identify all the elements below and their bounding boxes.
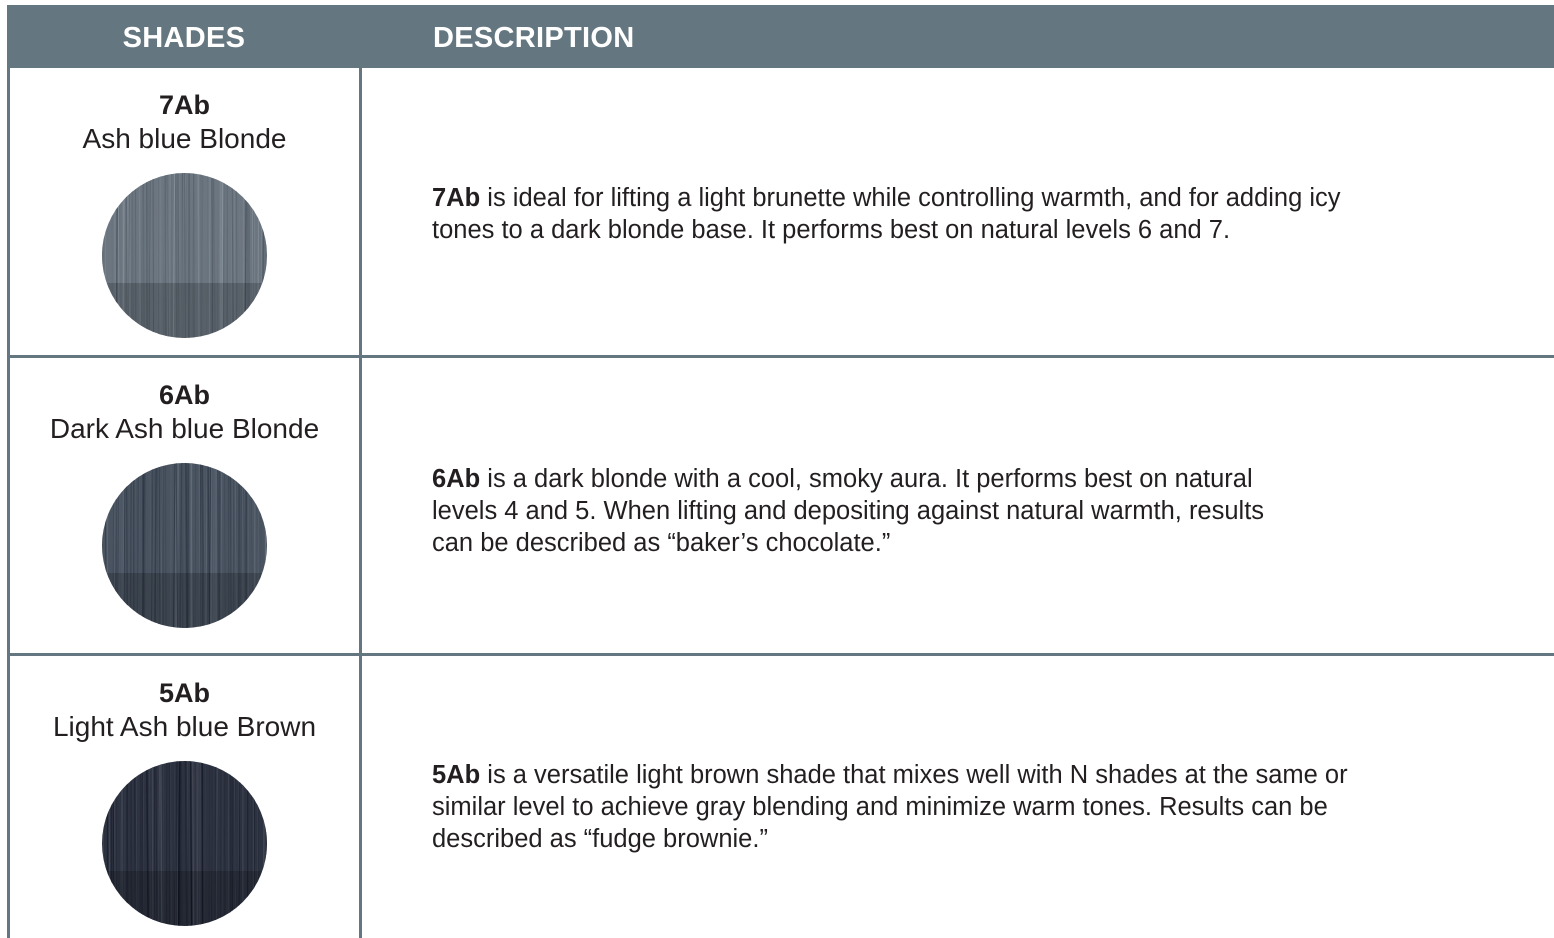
shade-cell — [10, 656, 359, 926]
description-line: 5Ab is a versatile light brown shade that mixes well with N shades at the same or — [432, 761, 1348, 789]
shade-cell — [10, 68, 359, 338]
hair-texture — [102, 173, 267, 338]
description-line: 7Ab is ideal for lifting a light brunette while controlling warmth, and for adding icy — [432, 184, 1341, 212]
shades-table — [7, 5, 1554, 938]
shade-name: Light Ash blue Brown — [52, 711, 317, 742]
description-cell — [432, 182, 1341, 246]
description-line: described as “fudge brownie.” — [432, 825, 768, 853]
description-cell — [432, 463, 1264, 559]
description-lead: 7Ab — [432, 184, 481, 212]
shade-code: 6Ab — [158, 380, 210, 410]
shade-cell — [10, 358, 359, 628]
description-lead: 5Ab — [432, 761, 481, 789]
shade-code: 7Ab — [158, 90, 210, 120]
header-description: DESCRIPTION — [433, 22, 635, 54]
description-line: levels 4 and 5. When lifting and depositing against natural warmth, results — [432, 497, 1265, 525]
shade-name: Ash blue Blonde — [82, 123, 287, 154]
description-line: can be described as “baker’s chocolate.” — [432, 529, 891, 557]
hair-swatch-icon — [102, 463, 267, 628]
table-row — [7, 656, 1554, 938]
hair-swatch-icon — [102, 761, 267, 926]
table-row — [7, 68, 1554, 355]
description-line: tones to a dark blonde base. It performs best on natural levels 6 and 7. — [432, 216, 1231, 244]
description-line: 6Ab is a dark blonde with a cool, smoky aura. It performs best on natural — [432, 465, 1253, 493]
hair-texture — [102, 463, 267, 628]
description-line: similar level to achieve gray blending and minimize warm tones. Results can be — [432, 793, 1328, 821]
table-row — [7, 358, 1554, 653]
table-header — [7, 5, 1554, 68]
hair-texture — [102, 761, 267, 926]
header-shades: SHADES — [122, 22, 246, 54]
description-cell — [432, 759, 1348, 855]
shade-name: Dark Ash blue Blonde — [49, 413, 320, 444]
shade-code: 5Ab — [158, 678, 210, 708]
hair-swatch-icon — [102, 173, 267, 338]
description-lead: 6Ab — [432, 465, 481, 493]
